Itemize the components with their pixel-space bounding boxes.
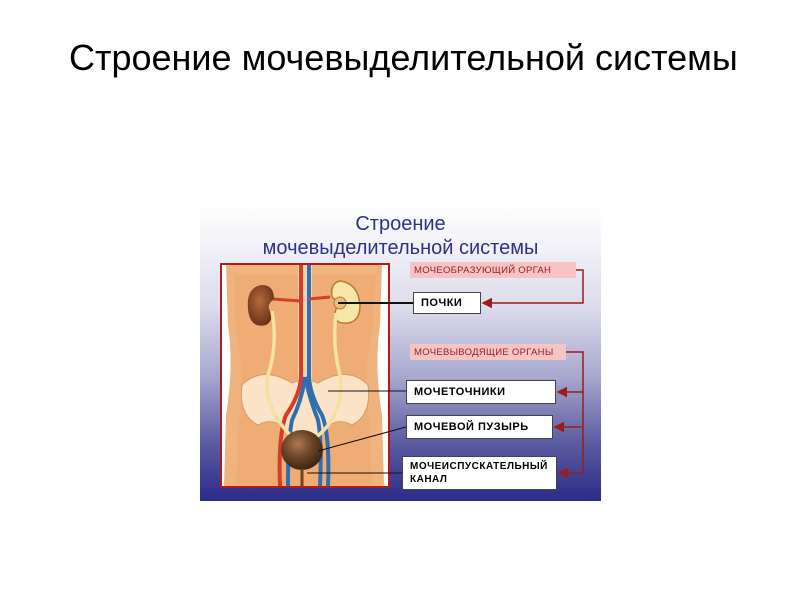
torso-illustration: [222, 265, 388, 486]
anatomy-illustration: [220, 263, 390, 488]
diagram-panel: [200, 203, 601, 501]
category-urine-forming: МОЧЕОБРАЗУЮЩИЙ ОРГАН: [410, 262, 576, 278]
label-urethra-line-1: МОЧЕИСПУСКАТЕЛЬНЫЙ: [410, 461, 548, 472]
renal-vessels-right: [309, 297, 330, 299]
diagram-title-line-2: мочевыделительной системы: [262, 237, 539, 259]
kidney-right-pelvis: [334, 297, 346, 309]
connector-excreting-trunk: [566, 352, 583, 473]
slide-title: Строение мочевыделительной системы: [69, 37, 738, 78]
label-urethra-line-2: КАНАЛ: [410, 474, 448, 485]
diagram-title-line-1: Строение: [355, 213, 446, 235]
diagram-title: [200, 212, 601, 260]
category-urine-excreting: МОЧЕВЫВОДЯЩИЕ ОРГАНЫ: [410, 344, 566, 360]
label-ureters: МОЧЕТОЧНИКИ: [406, 380, 556, 404]
label-urethra: [402, 456, 557, 490]
label-bladder: МОЧЕВОЙ ПУЗЫРЬ: [406, 415, 553, 439]
bladder: [281, 430, 323, 470]
renal-vessels-left: [272, 299, 301, 301]
label-kidneys: ПОЧКИ: [413, 292, 481, 314]
